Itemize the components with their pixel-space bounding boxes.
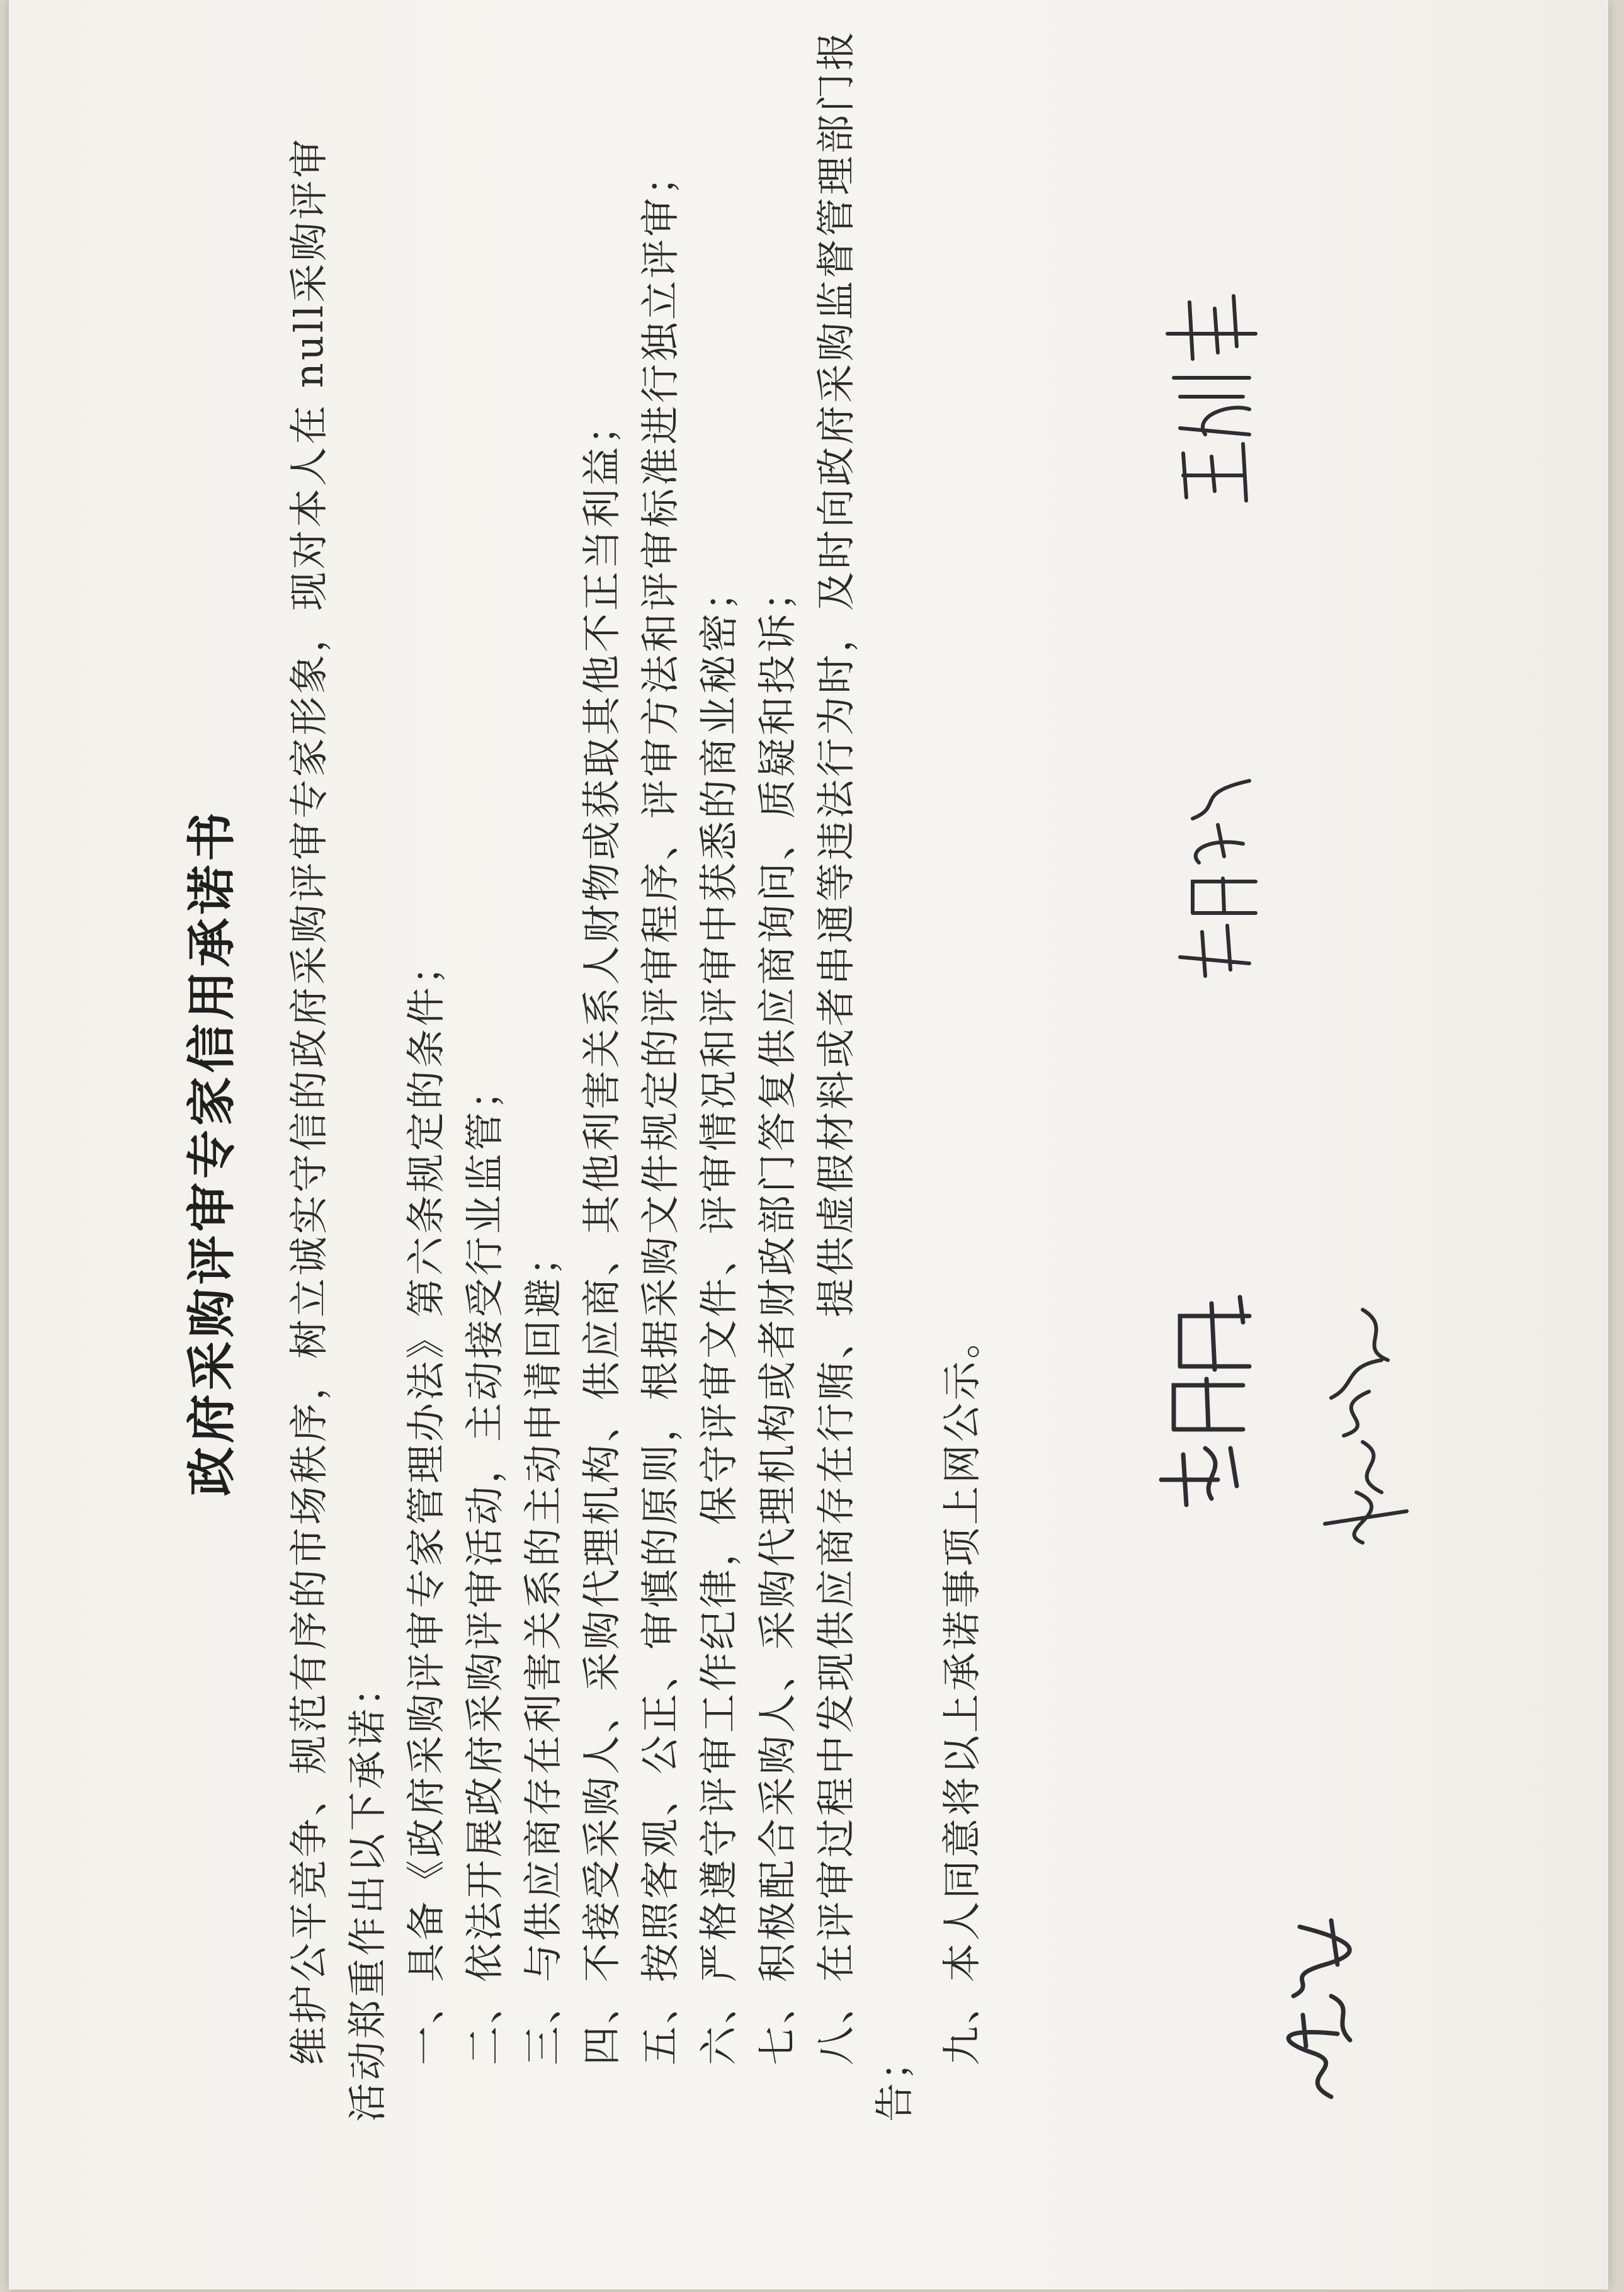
item-9: 九、本人同意将以上承诺事项上网公示。 [939, 1317, 985, 2065]
item-8-continued: 告； [872, 2038, 917, 2122]
signature-1 [1256, 1914, 1384, 2103]
item-3: 三、与供应商存在利害关系的主动申请回避； [520, 1234, 566, 2065]
document-body [280, 28, 991, 2122]
item-4: 四、不接受采购人、采购代理机构、供应商、其他利害关系人财物或获取其他不正当利益； [579, 402, 625, 2065]
item-8: 八、在评审过程中发现供应商存在行贿、提供虚假材料或者串通等违法行为时，及时向政府采购监督管理部门报 [813, 28, 859, 2065]
document-content [72, 28, 1570, 2216]
signature-2 [1149, 1272, 1271, 1511]
signature-5-scribble [1155, 290, 1268, 504]
signature-2-scribble [1149, 1272, 1268, 1511]
item-1: 一、具备《政府采购评审专家管理办法》第六条规定的条件； [403, 943, 449, 2065]
signature-4 [1167, 768, 1277, 982]
intro-line-1: 维护公平竞争、规范有序的市场秩序，树立诚实守信的政府采购评审专家形象，现对本人在 null采购评审 [286, 136, 332, 2065]
signature-5 [1155, 290, 1271, 504]
item-7: 七、积极配合采购人、采购代理机构或者财政部门答复供应商询问、质疑和投诉； [754, 569, 800, 2065]
item-2: 二、依法开展政府采购评审活动，主动接受行业监管； [462, 1067, 508, 2065]
signature-3 [1306, 1297, 1428, 1549]
signature-1-scribble [1256, 1914, 1382, 2103]
document-title: 政府采购评审专家信用承诺书 [183, 808, 241, 1497]
item-6: 六、严格遵守评审工作纪律，保守评审文件、评审情况和评审中获悉的商业秘密； [696, 569, 742, 2065]
intro-line-2: 活动郑重作出以下承诺： [344, 1664, 390, 2122]
item-5: 五、按照客观、公正、审慎的原则，根据采购文件规定的评审程序、评审方法和评审标准进行独立评审； [637, 153, 683, 2065]
paper-sheet [9, 0, 1608, 2289]
signature-3-scribble [1306, 1297, 1426, 1549]
signature-4-scribble [1167, 768, 1275, 982]
